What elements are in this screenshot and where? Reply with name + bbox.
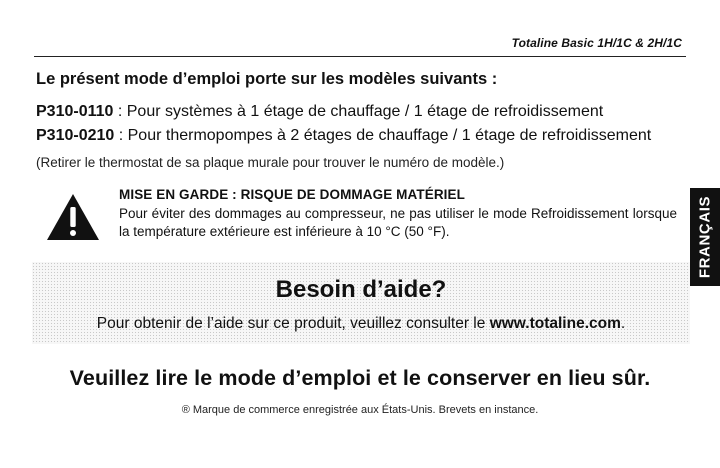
help-title: Besoin d’aide? — [275, 276, 447, 303]
help-text-prefix: Pour obtenir de l’aide sur ce produit, veuillez consulter le — [96, 315, 490, 332]
language-tab-label: FRANÇAIS — [696, 195, 714, 279]
model-number-note: (Retirer le thermostat de sa plaque murale pour trouver le numéro de modèle.) — [36, 155, 505, 170]
keep-manual-heading: Veuillez lire le mode d’emploi et le conserver en lieu sûr. — [69, 366, 651, 390]
help-box — [32, 262, 690, 344]
warning-triangle-icon — [45, 192, 101, 242]
model-line-2 — [36, 127, 651, 145]
model-code: P310-0210 — [36, 127, 115, 144]
exclamation-dot — [70, 230, 76, 236]
model-line-1 — [36, 103, 603, 121]
warning-title: MISE EN GARDE : RISQUE DE DOMMAGE MATÉRIEL — [119, 187, 465, 202]
models-intro-heading: Le présent mode d’emploi porte sur les modèles suivants : — [36, 70, 498, 88]
model-code: P310-0110 — [36, 103, 114, 120]
header-divider — [34, 56, 686, 57]
model-description: : Pour thermopompes à 2 étages de chauffage / 1 étage de refroidissement — [114, 127, 652, 144]
website-link[interactable]: www.totaline.com — [489, 315, 621, 332]
trademark-notice: ® Marque de commerce enregistrée aux États-Unis. Brevets en instance. — [181, 404, 539, 416]
warning-body: Pour éviter des dommages au compresseur, ne pas utiliser le mode Refroidissement lorsque la température extérieure est inférieure à 10 °C (50 °F). — [119, 206, 677, 239]
exclamation-bar — [70, 207, 75, 227]
document-header-title: Totaline Basic 1H/1C & 2H/1C — [511, 36, 682, 50]
model-description: : Pour systèmes à 1 étage de chauffage / 1 étage de refroidissement — [113, 103, 604, 120]
help-text — [32, 315, 690, 333]
language-tab — [690, 188, 720, 286]
help-text-suffix: . — [620, 315, 626, 332]
